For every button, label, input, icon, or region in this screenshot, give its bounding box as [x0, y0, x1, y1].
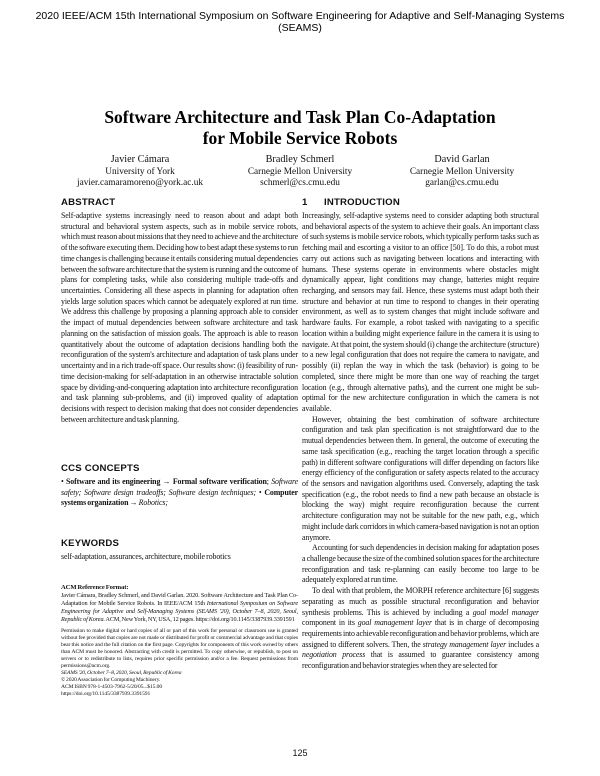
section-title: INTRODUCTION	[324, 197, 400, 208]
ccs-concept-1b: Formal software verification	[172, 477, 267, 486]
intro-paragraph-4	[302, 586, 539, 672]
conference-line-1: 2020 IEEE/ACM 15th International Symposium on Software Engineering for Adaptive and Self-Managing Systems	[35, 10, 565, 22]
intro-p4-term: goal management layer	[357, 618, 432, 628]
intro-p4-text: component in its	[302, 618, 358, 628]
page-number: 125	[292, 748, 308, 758]
author-3	[362, 154, 562, 189]
copyright-line: © 2020 Association for Computing Machinery.	[61, 677, 161, 683]
abstract-section	[61, 197, 298, 453]
paper-title	[60, 107, 540, 149]
left-column	[61, 197, 298, 698]
permission-text: Permission to make digital or hard copies of all or part of this work for personal or classroom use is granted without fee provided that copies are not made or distributed for profit or commercial advantage and that copies bear this notice and the full citation on the first page. Copyrights for components of this work owned by others than ACM must be honored. Abstracting with credit is permitted. To copy otherwise, or republish, to post on servers or to redistribute to lists, requires prior specific permission and/or a fee. Request permissions from permissions@acm.org.	[61, 628, 298, 669]
intro-p4-text: includes a	[506, 639, 539, 649]
intro-p4-term: negotiation process	[302, 650, 366, 660]
acm-reference-heading: ACM Reference Format:	[61, 584, 129, 591]
permission-venue: SEAMS '20, October 7–8, 2020, Seoul, Republic of Korea	[61, 670, 182, 676]
author-affiliation: Carnegie Mellon University	[247, 167, 353, 177]
keywords-text: self-adaptation, assurances, architecture, mobile robotics	[61, 552, 231, 561]
ccs-heading: CCS CONCEPTS	[61, 463, 140, 474]
ccs-section	[61, 463, 298, 528]
title-line-1: Software Architecture and Task Plan Co-Adaptation	[104, 107, 496, 127]
acm-reference-text	[61, 592, 298, 624]
introduction-heading	[302, 197, 539, 208]
author-affiliation: Carnegie Mellon University	[409, 167, 515, 177]
permission-notice	[61, 628, 298, 698]
isbn-line: ACM ISBN 978-1-4503-7962-5/20/05...$15.00	[61, 684, 163, 690]
abstract-heading: ABSTRACT	[61, 197, 116, 208]
ccs-bullet: •	[61, 477, 64, 486]
keywords-section	[61, 538, 298, 574]
acm-reference-part-1: Javier Cámara, Bradley Schmerl, and David Garlan. 2020. Software Architecture and Task Plan Co-Adaptation for Mobile Service Robots. In IEEE/ACM 15th	[61, 592, 298, 607]
ccs-concept-1: Software and its engineering	[66, 477, 161, 486]
acm-reference-block	[61, 584, 298, 698]
ccs-arrow: →	[129, 498, 138, 508]
ccs-bullet: •	[258, 487, 262, 497]
ccs-concept-1-sub: Software safety; Software design tradeoffs; Software design techniques;	[61, 477, 298, 497]
intro-p4-text: that is in charge of decomposing requirements into achievable reconfiguration and behavior problems, which are assigned to different solvers. Then, the	[302, 618, 539, 649]
abstract-text: Self-adaptive systems increasingly need to reason about and adapt both structural and behavioral system aspects, such as in mobile service robots, which must reason about missions that they need to achieve and the architecture of the software executing them. Deciding how to best adapt these systems to run time changes is challenging because it entails considering mutual dependencies between the software architecture that the system is running and the outcome of plans for completing tasks, while also considering multiple trade-offs and uncertainties. Considering all these aspects in planning for adaptation often yields large solution spaces which cannot be adequately explored at run time. We address this challenge by proposing a planning approach able to consider the impact of mutual dependencies between software architecture and task planning on the satisfaction of mission goals. The approach is able to reason quantitatively about the outcome of adaptation decisions handling both the reconfiguration of the system's architecture and adaptation of task plans under uncertainty and in a rich trade-off space. Our results show: (i) feasibility of run-time decision-making for self-adaptation in an otherwise intractable solution space by dividing-and-conquering adaptation into architecture reconfiguration and task planning sub-problems, and (ii) improved quality of adaptation decisions with respect to decision making that does not consider dependencies between architecture and task planning.	[61, 211, 298, 424]
conference-header	[0, 10, 600, 34]
ccs-concept-2-sub: Robotics;	[138, 498, 168, 508]
acm-reference-venue: International Symposium on Software Engineering for Adaptive and Self-Managing Systems (SEAMS '20), October 7–8, 2020, Seoul, Republic of Korea.	[61, 600, 298, 623]
author-affiliation: University of York	[105, 167, 175, 177]
ccs-concept-2: Computer systems organization	[61, 487, 298, 508]
right-column	[302, 197, 539, 672]
keywords-heading: KEYWORDS	[61, 538, 120, 549]
conference-line-2: (SEAMS)	[278, 22, 322, 34]
intro-p4-text: To deal with that problem, the MORPH reference architecture [6] suggests separating as much as possible structural reconfiguration and behavior synthesis problems. This is achieved by including a	[302, 586, 539, 617]
intro-p4-text: that is assumed to guarantee consistency among reconfiguration and behavior strategies when they are selected for	[302, 650, 539, 671]
intro-paragraph-1: Increasingly, self-adaptive systems need to consider adapting both structural and behavioral aspects of the system to achieve their goals. An important class of such systems is mobile service robots, which typically perform tasks such as fetching mail and escorting a visitor to an office [50]. To do this, a robot must carry out actions such as navigating between locations and interacting with humans. These systems operate in environments where obstacles might dynamically appear, light conditions may change, batteries might require recharging, and sensors may fail. Hence, these systems must adapt both their structure and behavior at run time to respond to changes in their operating environment, as well as to system changes that might include software and hardware faults. For example, a robot tasked with navigating to a specific location within a building might experience failure in the camera it is using to navigate. At that point, the system should (i) change the architecture (structure) to a new legal configuration that does not require the camera to navigate, and possibly (ii) replan the way in which the task (behavior) is going to be completed, since there might be more than one way of reaching the target location (e.g., through alternative paths), and the current one might be sub-optimal for the new architecture configuration in which the camera is not available.	[302, 211, 539, 413]
acm-reference-part-2: ACM, New York, NY, USA, 12 pages. https://doi.org/10.1145/3387939.3391591	[104, 616, 295, 623]
ccs-arrow: →	[162, 477, 171, 486]
intro-p4-term: goal model manager	[472, 607, 539, 617]
author-name: Javier Cámara	[110, 154, 170, 165]
title-line-2: for Mobile Service Robots	[202, 128, 398, 148]
doi-link[interactable]: https://doi.org/10.1145/3387939.3391591	[61, 691, 151, 697]
author-name: David Garlan	[434, 154, 490, 165]
author-email: javier.camaramoreno@york.ac.uk	[76, 178, 203, 188]
intro-p4-term: strategy management layer	[422, 639, 507, 649]
author-email: garlan@cs.cmu.edu	[425, 178, 499, 188]
author-name: Bradley Schmerl	[265, 154, 335, 165]
section-number: 1	[302, 197, 308, 208]
intro-paragraph-3: Accounting for such dependencies in decision making for adaptation poses a challenge because the size of the combined solution spaces for the architecture reconfiguration and task re-planning can easily become too large to be adequately explored at run time.	[302, 543, 539, 585]
ccs-text: • Software and its engineering → Formal software verification; Software safety; Software design tradeoffs; Software design techniques; • Computer systems organization → Robotics;	[61, 477, 298, 508]
intro-paragraph-2: However, obtaining the best combination of software architecture configuration and task plan specification is not straightforward due to the mutual dependencies between them. In general, the outcome of executing the same task specification (e.g., reaching the target location through a specific path) in different software configurations will differ depending on factors like energy efficiency of the configuration or safety aspects related to the accuracy of the sensors and navigation algorithms used. Conversely, adapting the task specification (e.g., the robot needs to find a new path because an obstacle is blocking the way) might require reconfiguration because the current architecture configuration may not be suitable for the new path, e.g., which might include dark corridors in which camera-based navigation is not an option anymore.	[302, 414, 539, 542]
author-email: schmerl@cs.cmu.edu	[260, 178, 340, 188]
